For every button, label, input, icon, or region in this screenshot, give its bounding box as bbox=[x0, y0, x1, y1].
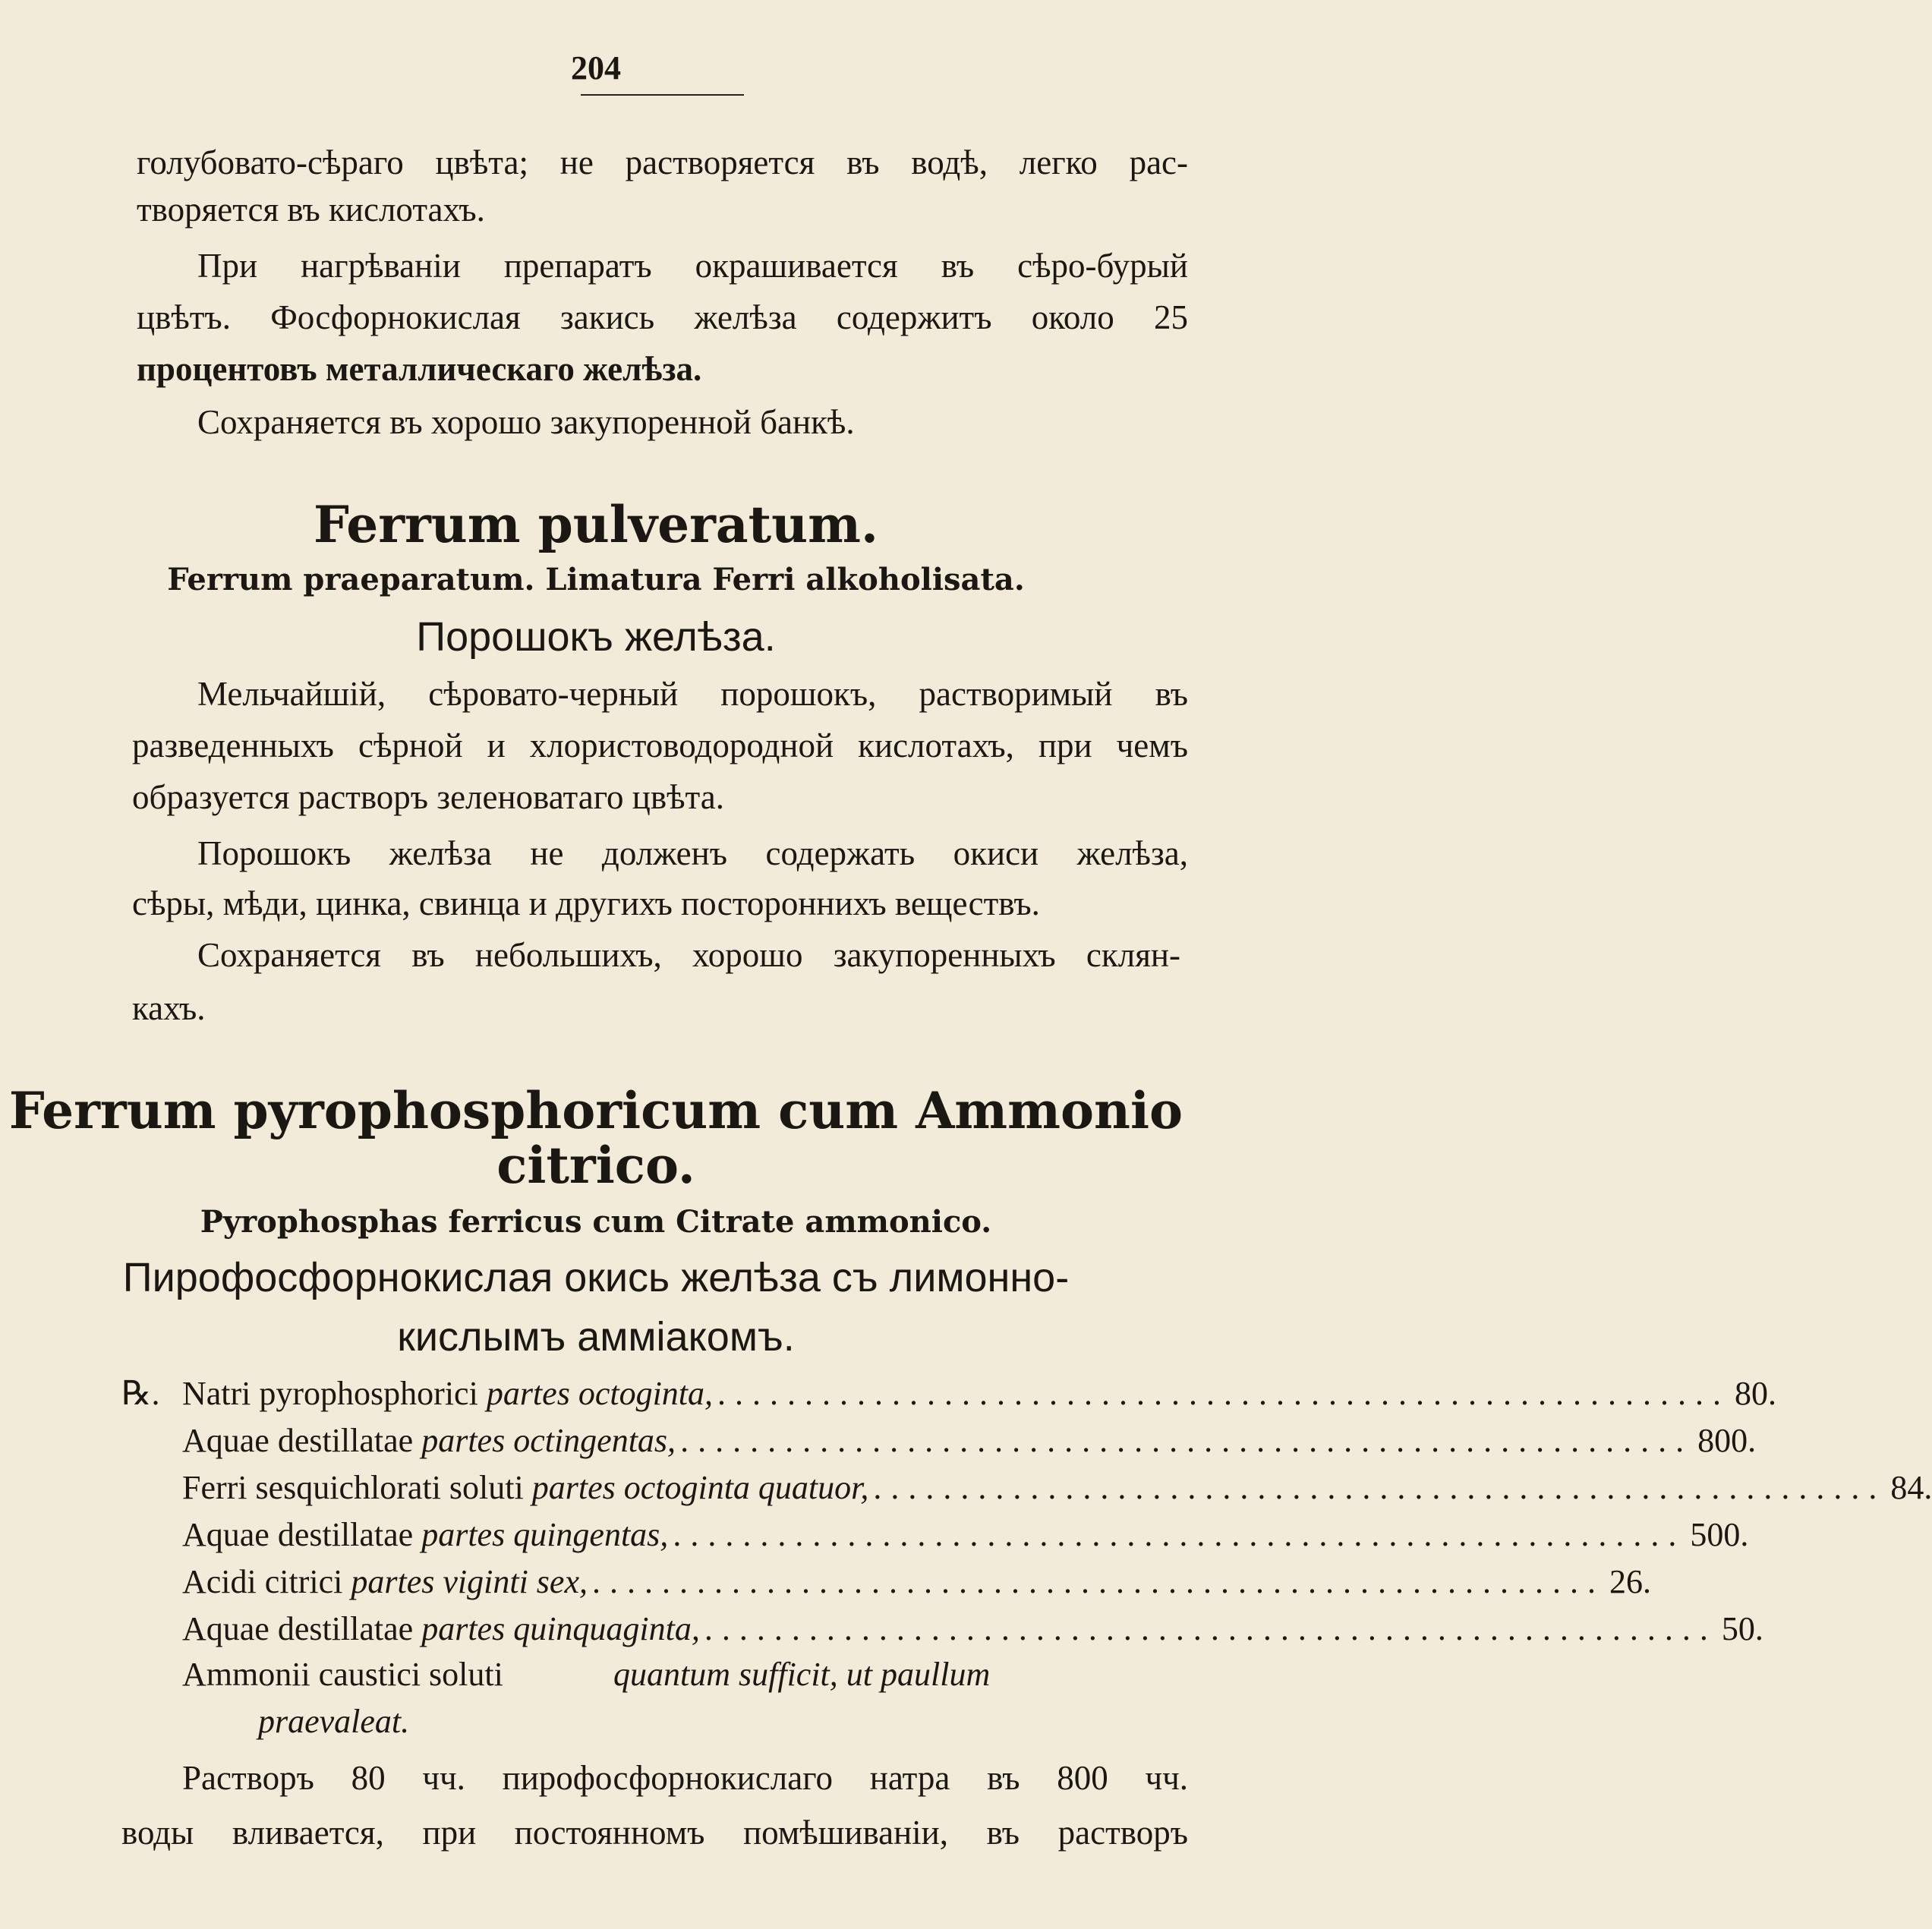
section1-p2-line2: сѣры, мѣди, цинка, свинца и другихъ постороннихъ веществъ. bbox=[132, 884, 1040, 922]
recipe-row bbox=[182, 1515, 1749, 1554]
para2-line1: При нагрѣваніи препаратъ окрашивается въ сѣро-бурый bbox=[197, 247, 1188, 285]
section2-russian-title-line1: Пирофосфорнокислая окись желѣза съ лимонно- bbox=[122, 1255, 1070, 1300]
recipe-item-name: Aquae destillatae bbox=[182, 1610, 414, 1647]
section2-title-line2: citrico. bbox=[496, 1136, 695, 1195]
recipe-row bbox=[182, 1468, 1932, 1507]
section1-p1-line3: образуется растворъ зеленоватаго цвѣта. bbox=[132, 778, 724, 816]
recipe-row bbox=[182, 1421, 1757, 1460]
section1-synonyms: Ferrum praeparatum. Limatura Ferri alkoholisata. bbox=[167, 562, 1025, 597]
recipe-row bbox=[182, 1374, 1777, 1413]
recipe-item-label bbox=[182, 1421, 676, 1460]
section1-russian-title: Порошокъ желѣза. bbox=[416, 614, 776, 660]
recipe-item-amount: 80. bbox=[1735, 1375, 1777, 1412]
recipe-item-quantity: partes viginti sex, bbox=[351, 1563, 588, 1600]
section2-synonym: Pyrophosphas ferricus cum Citrate ammonico. bbox=[200, 1204, 992, 1240]
recipe-item-amount: 800. bbox=[1697, 1422, 1757, 1459]
recipe-row bbox=[182, 1562, 1651, 1601]
recipe-item-label bbox=[182, 1374, 713, 1413]
section2-p1-line2: воды вливается, при постоянномъ помѣшиваніи, въ растворъ bbox=[121, 1814, 1188, 1852]
section2-title-line1: Ferrum pyrophosphoricum cum Ammonio bbox=[8, 1081, 1183, 1140]
recipe-item-name: Acidi citrici bbox=[182, 1563, 343, 1600]
recipe-item-leader: .......................................................... bbox=[591, 1563, 1605, 1600]
recipe-item-leader: .......................................................... bbox=[704, 1610, 1717, 1647]
recipe-item-name: Natri pyrophosphorici bbox=[182, 1375, 478, 1412]
recipe-item-amount: 26. bbox=[1609, 1563, 1651, 1600]
para2-line3: процентовъ металлическаго желѣза. bbox=[137, 350, 702, 388]
recipe-symbol: ℞. bbox=[121, 1375, 160, 1412]
page-number-rule bbox=[581, 94, 744, 96]
recipe-item-label bbox=[182, 1609, 700, 1648]
recipe-item-leader: .......................................................... bbox=[673, 1516, 1686, 1553]
section1-p2-line1: Порошокъ желѣза не долженъ содержать окиси желѣза, bbox=[197, 834, 1188, 872]
recipe-item-label bbox=[182, 1468, 868, 1507]
recipe-item-amount: 84. bbox=[1890, 1469, 1932, 1506]
recipe-item-leader: .......................................................... bbox=[873, 1469, 1886, 1506]
para3: Сохраняется въ хорошо закупоренной банкѣ. bbox=[197, 403, 855, 441]
recipe-item-amount: 500. bbox=[1690, 1516, 1749, 1553]
recipe-item-label bbox=[182, 1515, 668, 1554]
recipe-item-quantity: partes quinquaginta, bbox=[421, 1610, 700, 1647]
recipe-item-quantity: partes quingentas, bbox=[421, 1516, 669, 1553]
section1-p3-line1: Сохраняется въ небольшихъ, хорошо закупоренныхъ склян- bbox=[197, 936, 1180, 974]
recipe-item-name: Aquae destillatae bbox=[182, 1422, 414, 1459]
recipe-item-leader: .......................................................... bbox=[717, 1375, 1731, 1412]
recipe-item-last-qty-line2: praevaleat. bbox=[258, 1703, 410, 1740]
para1-line2: творяется въ кислотахъ. bbox=[137, 191, 485, 229]
recipe-item-label bbox=[182, 1562, 588, 1601]
recipe-item-quantity: partes octingentas, bbox=[421, 1422, 676, 1459]
para1-line1: голубовато-сѣраго цвѣта; не растворяется въ водѣ, легко рас- bbox=[137, 143, 1188, 181]
recipe-item-quantity: partes octoginta, bbox=[486, 1375, 714, 1412]
section1-title: Ferrum pulveratum. bbox=[314, 495, 878, 554]
recipe-item-last-name: Ammonii caustici soluti bbox=[182, 1656, 503, 1693]
section2-russian-title-line2: кислымъ амміакомъ. bbox=[397, 1314, 795, 1360]
page-number: 204 bbox=[571, 49, 621, 87]
recipe-item-amount: 50. bbox=[1721, 1610, 1763, 1647]
recipe-item-leader: .......................................................... bbox=[680, 1422, 1694, 1459]
recipe-item-last-qty-line1: quantum sufficit, ut paullum bbox=[613, 1656, 991, 1693]
section1-p1-line1: Мельчайшій, сѣровато-черный порошокъ, растворимый въ bbox=[197, 675, 1188, 713]
recipe-item-name: Aquae destillatae bbox=[182, 1516, 414, 1553]
recipe-item-quantity: partes octoginta quatuor, bbox=[531, 1469, 869, 1506]
section1-p1-line2: разведенныхъ сѣрной и хлористоводородной кислотахъ, при чемъ bbox=[132, 727, 1188, 764]
recipe-row bbox=[182, 1609, 1763, 1648]
para2-line2: цвѣтъ. Фосфорнокислая закись желѣза содержитъ около 25 bbox=[137, 298, 1188, 336]
section1-p3-line2: кахъ. bbox=[132, 989, 206, 1027]
recipe-item-name: Ferri sesquichlorati soluti bbox=[182, 1469, 524, 1506]
section2-p1-line1: Растворъ 80 чч. пирофосфорнокислаго натра въ 800 чч. bbox=[182, 1759, 1188, 1797]
